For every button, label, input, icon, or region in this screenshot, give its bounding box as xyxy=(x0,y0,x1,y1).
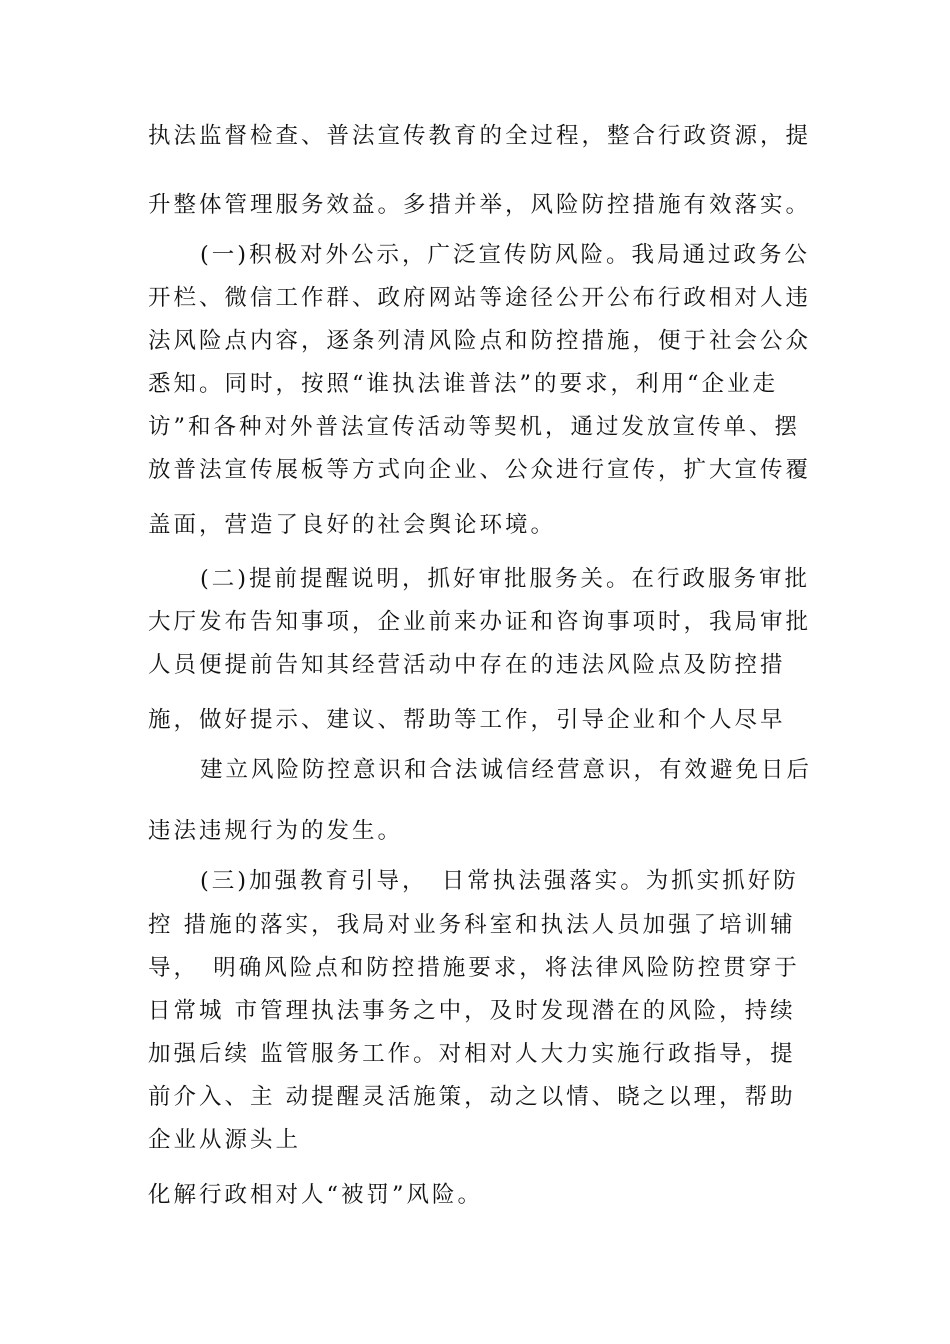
paragraph-line: 控 措施的落实，我局对业务科室和执法人员加强了培训辅 xyxy=(148,912,796,938)
paragraph-line: 法风险点内容，逐条列清风险点和防控措施，便于社会公众 xyxy=(148,328,812,354)
section-heading-line: (三)加强教育引导， 日常执法强落实。为抓实抓好防 xyxy=(200,868,799,894)
section-heading-line: (二)提前提醒说明，抓好审批服务关。在行政服务审批 xyxy=(200,566,811,592)
paragraph-line: 加强后续 监管服务工作。对相对人大力实施行政指导，提 xyxy=(148,1041,796,1067)
paragraph-line: 日常城 市管理执法事务之中，及时发现潜在的风险，持续 xyxy=(148,998,796,1024)
paragraph-line: 访”和各种对外普法宣传活动等契机，通过发放宣传单、摆 xyxy=(148,414,801,440)
paragraph-line: 人员便提前告知其经营活动中存在的违法风险点及防控措 xyxy=(148,652,786,678)
paragraph-line: 前介入、主 动提醒灵活施策，动之以情、晓之以理，帮助 xyxy=(148,1084,796,1110)
paragraph-line: 升整体管理服务效益。多措并举，风险防控措施有效落实。 xyxy=(148,192,812,218)
paragraph-line: 导， 明确风险点和防控措施要求，将法律风险防控贯穿于 xyxy=(148,955,800,981)
section-heading-line: (一)积极对外公示，广泛宣传防风险。我局通过政务公 xyxy=(200,242,811,268)
paragraph-line: 建立风险防控意识和合法诚信经营意识，有效避免日后 xyxy=(200,757,813,783)
paragraph-line: 大厅发布告知事项，企业前来办证和咨询事项时，我局审批 xyxy=(148,609,812,635)
paragraph-line: 企业从源头上 xyxy=(148,1127,302,1153)
paragraph-line: 执法监督检查、普法宣传教育的全过程，整合行政资源，提 xyxy=(148,123,812,149)
paragraph-line: 开栏、微信工作群、政府网站等途径公开公布行政相对人违 xyxy=(148,285,812,311)
paragraph-line: 放普法宣传展板等方式向企业、公众进行宣传，扩大宣传覆 xyxy=(148,457,812,483)
paragraph-line: 化解行政相对人“被罚”风险。 xyxy=(148,1182,484,1208)
paragraph-line: 施，做好提示、建议、帮助等工作，引导企业和个人尽早 xyxy=(148,707,786,733)
paragraph-line: 悉知。同时，按照“谁执法谁普法”的要求，利用“企业走 xyxy=(148,371,779,397)
paragraph-line: 违法违规行为的发生。 xyxy=(148,818,404,844)
paragraph-line: 盖面，营造了良好的社会舆论环境。 xyxy=(148,512,557,538)
